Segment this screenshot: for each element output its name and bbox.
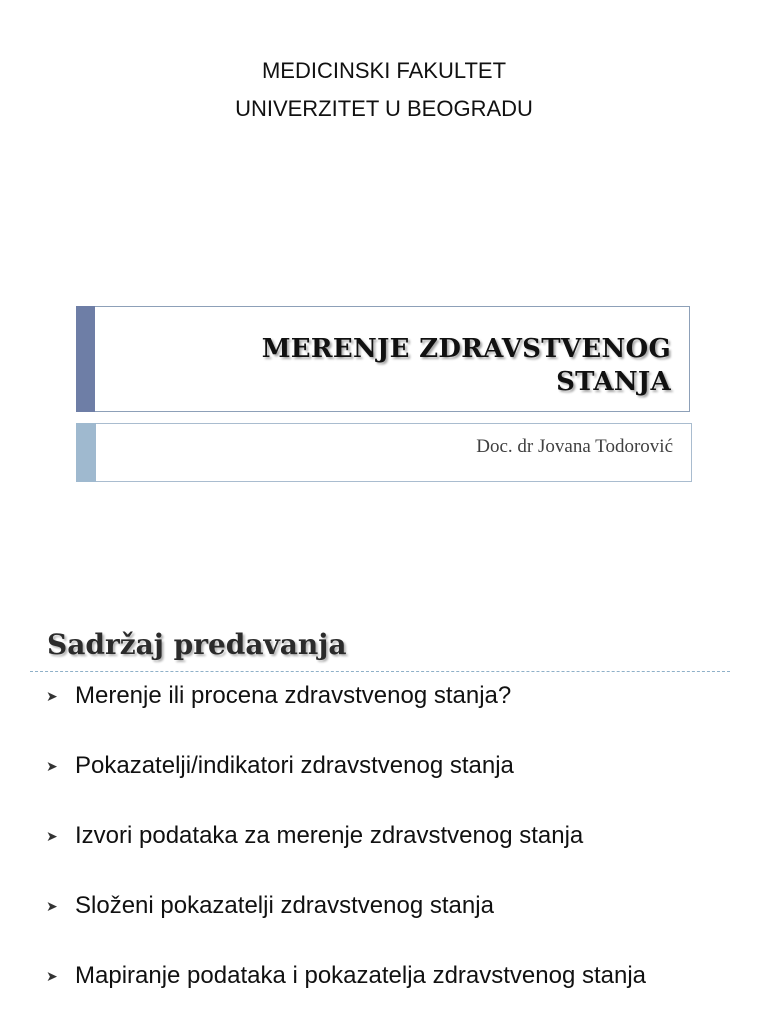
institution-university: UNIVERZITET U BEOGRADU <box>235 96 533 121</box>
list-item-text: Pokazatelji/indikatori zdravstvenog stanja <box>75 752 514 779</box>
author-name: Doc. dr Jovana Todorović <box>476 436 673 457</box>
title-accent-bar <box>76 306 95 412</box>
arrow-bullet-icon: ➤ <box>46 688 58 704</box>
contents-heading: Sadržaj predavanja <box>47 628 347 661</box>
arrow-bullet-icon: ➤ <box>46 828 58 844</box>
title-line-1: MERENJE ZDRAVSTVENOG <box>261 334 671 364</box>
heading-divider <box>30 671 730 672</box>
list-item-text: Izvori podataka za merenje zdravstvenog stanja <box>75 822 584 849</box>
list-item-text: Merenje ili procena zdravstvenog stanja? <box>75 682 512 709</box>
list-item-text: Mapiranje podataka i pokazatelja zdravstvenog stanja <box>75 962 647 989</box>
presentation-title <box>262 333 671 399</box>
institution-name <box>0 52 768 128</box>
arrow-bullet-icon: ➤ <box>46 968 58 984</box>
subtitle-accent-bar <box>76 423 96 482</box>
list-item-text: Složeni pokazatelji zdravstvenog stanja <box>75 892 494 919</box>
arrow-bullet-icon: ➤ <box>46 898 58 914</box>
title-line-2: STANJA <box>556 367 671 397</box>
institution-faculty: MEDICINSKI FAKULTET <box>261 58 507 83</box>
title-box <box>76 306 690 412</box>
contents-slide <box>0 580 768 1024</box>
subtitle-box <box>76 423 692 482</box>
arrow-bullet-icon: ➤ <box>46 758 58 774</box>
